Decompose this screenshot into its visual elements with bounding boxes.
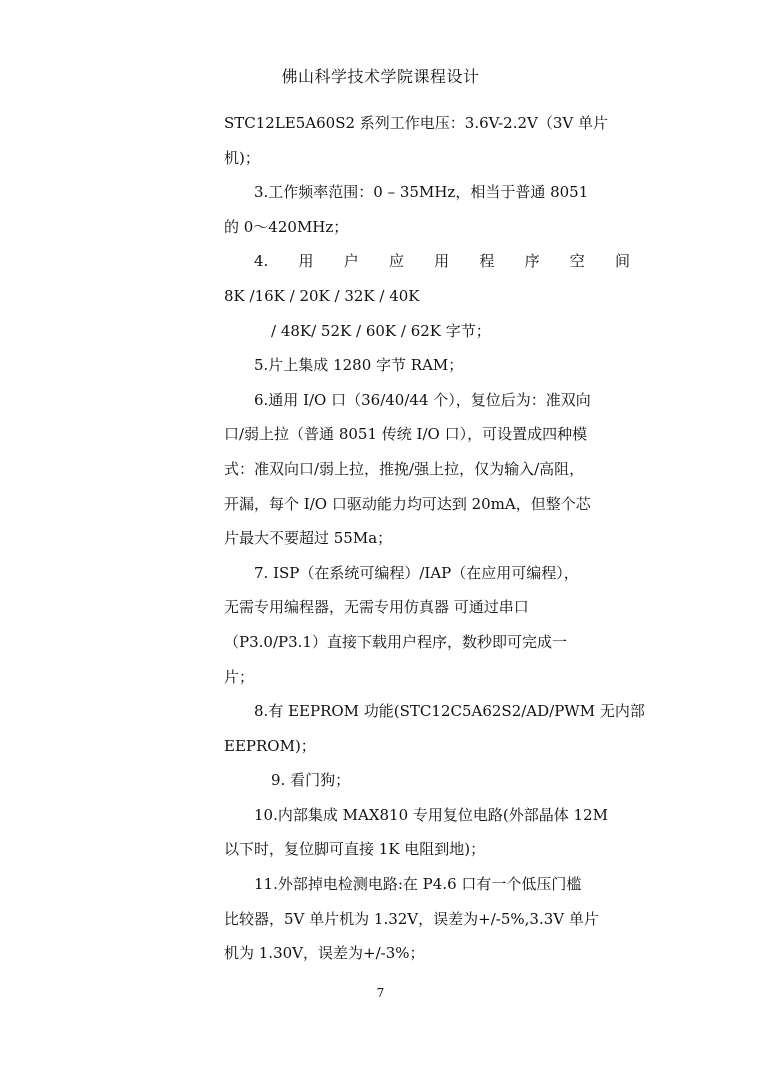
text-line: 机)； (224, 148, 260, 167)
text-line: 8.有 EEPROM 功能(STC12C5A62S2/AD/PWM 无内部 (254, 702, 645, 721)
text-line: 3.工作频率范围：0 – 35MHz，相当于普通 8051 (254, 183, 589, 202)
body-text (224, 106, 645, 971)
page-number: 7 (376, 986, 385, 1000)
text-line: 11.外部掉电检测电路:在 P4.6 口有一个低压门槛 (254, 875, 582, 894)
text-line: 式：准双向口/弱上拉，推挽/强上拉，仅为输入/高阻， (224, 459, 585, 478)
text-line: 7. ISP（在系统可编程）/IAP（在应用可编程）， (254, 563, 579, 582)
text-line: 口/弱上拉（普通 8051 传统 I/O 口），可设置成四种模 (224, 425, 588, 444)
text-line: 8K /16K / 20K / 32K / 40K (224, 286, 420, 305)
text-line: 机为 1.30V，误差为+/-3%； (224, 944, 425, 963)
text-line: （P3.0/P3.1）直接下载用户程序，数秒即可完成一 (224, 632, 567, 651)
text-line: 片最大不要超过 55Ma； (224, 529, 393, 548)
text-line: STC12LE5A60S2 系列工作电压：3.6V-2.2V（3V 单片 (224, 114, 609, 132)
text-line: 4. 用 户 应 用 程 序 空 间 (254, 252, 630, 271)
text-line: 6.通用 I/O 口（36/40/44 个），复位后为：准双向 (254, 390, 591, 409)
text-line: 比较器，5V 单片机为 1.32V，误差为+/-5%,3.3V 单片 (224, 909, 599, 928)
text-line: 无需专用编程器，无需专用仿真器 可通过串口 (224, 598, 529, 617)
text-line: 片； (224, 667, 255, 686)
text-line: / 48K/ 52K / 60K / 62K 字节； (271, 321, 491, 340)
text-line: 以下时，复位脚可直接 1K 电阻到地)； (224, 840, 486, 859)
text-line: 10.内部集成 MAX810 专用复位电路(外部晶体 12M (254, 805, 608, 824)
text-line: EEPROM)； (224, 736, 316, 755)
text-line: 的 0～420MHz； (224, 217, 349, 236)
text-line: 开漏，每个 I/O 口驱动能力均可达到 20mA，但整个芯 (224, 494, 591, 513)
text-line: 5.片上集成 1280 字节 RAM； (254, 356, 464, 375)
text-line: 9. 看门狗； (271, 771, 351, 790)
page-header: 佛山科学技术学院课程设计 (281, 67, 480, 86)
